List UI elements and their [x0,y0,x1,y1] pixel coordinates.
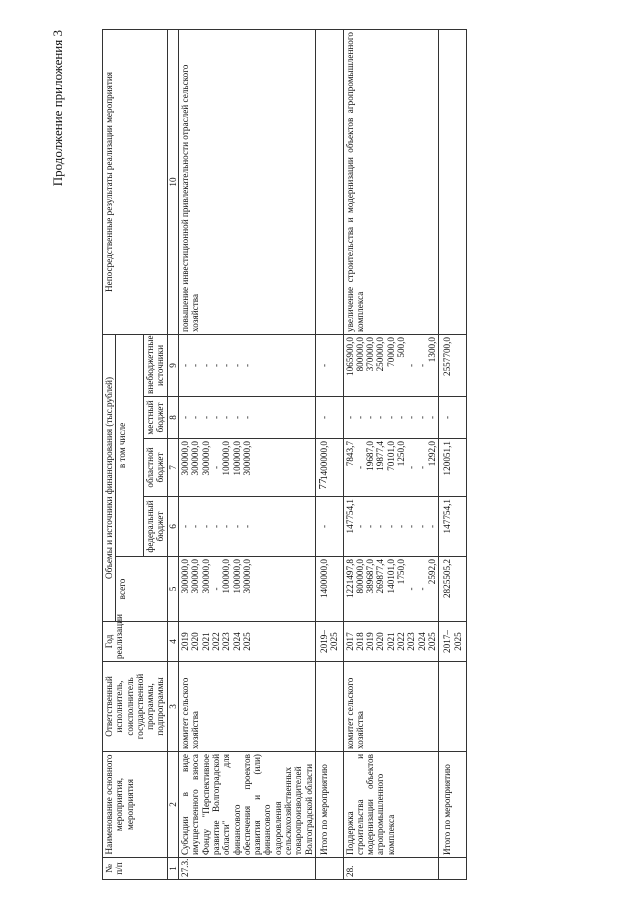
header-funding: Объемы и источники финансирования (тыс.рублей) [103,334,116,621]
total-value: - [210,587,221,591]
total-value: 1221497,8 [344,559,355,599]
regional-value: 70101,0 [385,441,396,471]
regional-value: 300000,0 [241,441,252,476]
subtotal-years: 2017–2025 [439,622,467,662]
year-value: 2023 [406,632,417,651]
total-value: 2592,0 [426,559,437,585]
federal-value: - [180,524,191,529]
row-num: 27.3. [179,858,316,880]
header-incl: в том числе [116,334,144,556]
header-federal: федеральный бюджет [144,497,168,557]
row-num: 28. [343,858,439,880]
federal-list [343,497,439,557]
local-value: - [241,415,252,420]
row-name: Субсидии в виде имущественного взноса Фонду "Перспективное развитие Волгоградской области" для финансового обеспечения проектов развития и (или) финансового оздоровления сельскохозяйственных товаропроизводителей Волгоградской области [179,752,316,858]
federal-value: - [221,524,232,529]
extra-value: - [210,363,221,368]
year-value: 2019 [180,632,191,651]
row-result: увеличение строительства и модернизации объектов агропромышленного комплекса [343,29,439,334]
extra-value: 1065900,0 [344,336,355,377]
year-value: 2017 [344,632,355,651]
extra-list [179,334,316,396]
row-executor: комитет сельского хозяйства [179,662,316,752]
federal-value: - [375,524,386,529]
total-value: 300000,0 [190,559,201,594]
extra-value: - [221,363,232,368]
col-index: 8 [167,397,178,439]
year-list [343,622,439,662]
col-index: 3 [167,662,178,752]
federal-value: - [396,524,407,529]
table-row [343,29,439,879]
subtotal-regional: 1400000,0 [315,439,343,497]
local-value: - [200,415,211,420]
total-value: 389687,0 [365,559,376,594]
subtotal-label: Итого по мероприятию [439,752,467,858]
continuation-title: Продолжение приложения 3 [50,30,65,187]
year-value: 2022 [396,632,407,651]
local-value: - [416,415,427,420]
local-list [179,397,316,439]
header-total: всего [116,557,167,622]
rotated-page [50,30,610,880]
subtotal-regional: 120051,1 [439,439,467,497]
total-value: 300000,0 [180,559,191,594]
federal-value: - [200,524,211,529]
regional-value: - [210,465,221,470]
local-value: - [385,415,396,420]
subtotal-years: 2019–2025 [315,622,343,662]
row-name: Поддержка строительства и модернизации объектов агропромышленного комплекса [343,752,439,858]
year-value: 2024 [231,632,242,651]
federal-value: - [354,524,365,529]
year-value: 2021 [200,632,211,651]
row-executor: комитет сельского хозяйства [343,662,439,752]
subtotal-local: - [315,397,343,439]
subtotal-federal: 147754,1 [439,497,467,557]
col-index: 2 [167,752,178,858]
regional-value: 100000,0 [221,441,232,476]
subtotal-local: - [439,397,467,439]
federal-value: - [231,524,242,529]
extra-value: 70000,0 [385,336,396,367]
local-value: - [406,415,417,420]
total-list [179,557,316,622]
year-value: 2019 [365,632,376,651]
federal-value: - [190,524,201,529]
federal-value: - [365,524,376,529]
year-value: 2025 [241,632,252,651]
local-value: - [396,415,407,420]
federal-value: - [426,524,437,529]
header-regional: областной бюджет [144,439,168,497]
regional-list [179,439,316,497]
page-number: 77 [317,478,329,490]
extra-value: 1300,0 [426,336,437,363]
subtotal-label: Итого по мероприятию [315,752,343,858]
federal-value: - [416,524,427,529]
extra-value: - [406,363,417,368]
col-index: 5 [167,557,178,622]
total-value: 140101,0 [385,559,396,594]
local-value: - [221,415,232,420]
regional-value: 19877,4 [375,441,386,471]
funding-table [102,29,467,880]
total-value: 269877,4 [375,559,386,594]
regional-value: 100000,0 [231,441,242,476]
year-value: 2018 [354,632,365,651]
col-index: 4 [167,622,178,662]
year-value: 2025 [426,632,437,651]
extra-value: - [231,363,242,368]
subtotal-federal: - [315,497,343,557]
extra-list [343,334,439,396]
regional-value: - [354,465,365,470]
extra-value: - [190,363,201,368]
local-list [343,397,439,439]
local-value: - [375,415,386,420]
local-value: - [354,415,365,420]
regional-value: 300000,0 [200,441,211,476]
subtotal-row [439,29,467,879]
year-value: 2020 [375,632,386,651]
regional-value: 1250,0 [396,441,407,467]
total-value: 1750,0 [396,559,407,585]
col-index: 9 [167,334,178,396]
total-value: 800000,0 [354,559,365,594]
header-name: Наименование основного мероприятия, мероприятия [103,752,168,858]
year-value: 2020 [190,632,201,651]
regional-value: 19687,0 [365,441,376,471]
year-value: 2023 [221,632,232,651]
year-value: 2022 [210,632,221,651]
col-index: 10 [167,29,178,334]
subtotal-row [315,29,343,879]
regional-value: 1292,0 [426,441,437,467]
header-year: Год реализации [103,622,168,662]
header-num: № п/п [103,858,168,880]
local-value: - [190,415,201,420]
subtotal-extra: - [315,334,343,396]
local-value: - [180,415,191,420]
total-value: 300000,0 [241,559,252,594]
year-list [179,622,316,662]
total-value: - [406,587,417,591]
federal-value: - [210,524,221,529]
extra-value: - [180,363,191,368]
total-value: 100000,0 [231,559,242,594]
local-value: - [426,415,437,420]
col-index: 7 [167,439,178,497]
subtotal-total: 1400000,0 [315,557,343,622]
total-value: 300000,0 [200,559,211,594]
regional-value: - [406,465,417,470]
subtotal-total: 2825505,2 [439,557,467,622]
federal-list [179,497,316,557]
total-value: 100000,0 [221,559,232,594]
federal-value: - [406,524,417,529]
row-result: повышение инвестиционной привлекательности отраслей сельского хозяйства [179,29,316,334]
federal-value: 147754,1 [344,499,355,534]
header-executor: Ответственный исполнитель, соисполнитель государственной программы, подпрограммы [103,662,168,752]
regional-value: - [416,465,427,470]
total-list [343,557,439,622]
header-local: местный бюджет [144,397,168,439]
extra-value: 250000,0 [375,336,386,372]
extra-value: 500,0 [396,336,407,358]
regional-value: 300000,0 [190,441,201,476]
col-index: 1 [167,858,178,880]
federal-value: - [241,524,252,529]
extra-value: - [200,363,211,368]
local-value: - [365,415,376,420]
col-index: 6 [167,497,178,557]
regional-value: 7843,7 [344,441,355,467]
regional-list [343,439,439,497]
year-value: 2024 [416,632,427,651]
header-results: Непосредственные результаты реализации мероприятия [103,29,168,334]
extra-value: - [416,363,427,368]
extra-value: - [241,363,252,368]
table-row [179,29,316,879]
header-extra: внебюджетные источники [144,334,168,396]
regional-value: 300000,0 [180,441,191,476]
federal-value: - [385,524,396,529]
year-value: 2021 [385,632,396,651]
subtotal-extra: 2557700,0 [439,334,467,396]
local-value: - [344,415,355,420]
extra-value: 800000,0 [354,336,365,372]
extra-value: 370000,0 [365,336,376,372]
total-value: - [416,587,427,591]
local-value: - [231,415,242,420]
local-value: - [210,415,221,420]
